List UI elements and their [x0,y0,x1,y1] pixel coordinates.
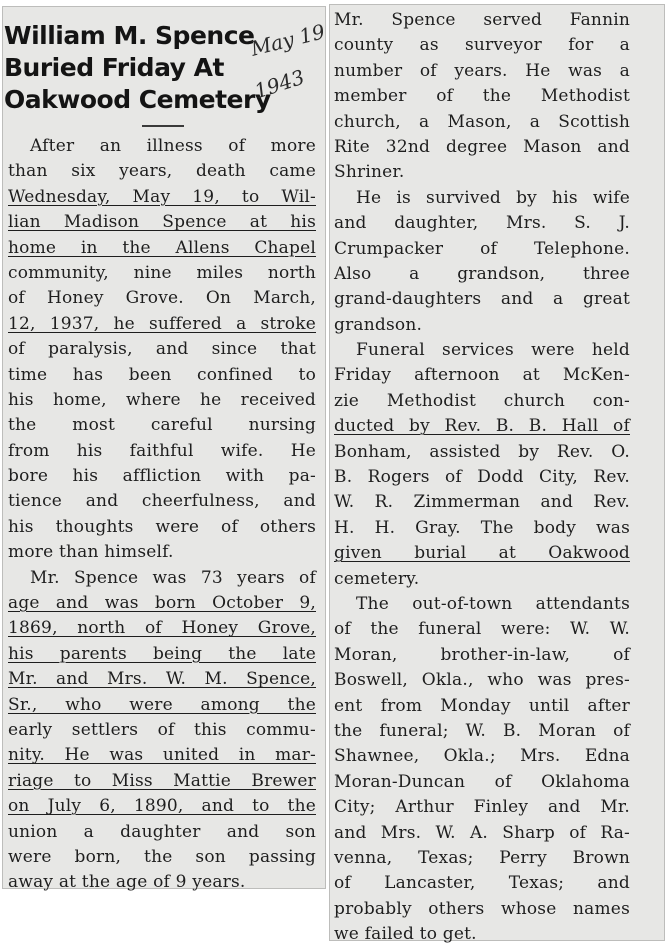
right-column-line: of Lancaster, Texas; and [334,873,630,894]
left-column-line: than six years, death came [8,161,316,182]
right-column-line: The out-of-town attendants [356,593,630,614]
right-column-text [334,8,630,947]
right-column-line: H. H. Gray. The body was [334,517,630,538]
left-column-text [8,134,316,896]
left-column-line: Wednesday, May 19, to Wil- [8,186,316,207]
right-column-line: Moran, brother-in-law, of [334,644,630,665]
right-column-line: the funeral; W. B. Moran of [334,720,630,741]
left-column-line: of Honey Grove. On March, [8,288,316,309]
right-column-line: of the funeral were: W. W. [334,619,630,640]
headline-divider [142,125,184,127]
right-column-line: county as surveyor for a [334,35,630,56]
left-column-line: riage to Miss Mattie Brewer [8,770,316,791]
right-column-line: City; Arthur Finley and Mr. [334,797,630,818]
left-column-line: lian Madison Spence at his [8,212,316,233]
left-column-line: time has been confined to [8,364,316,385]
left-column-line: his home, where he received [8,389,316,410]
left-column-line: Mr. and Mrs. W. M. Spence, [8,669,316,690]
left-column-line: home in the Allens Chapel [8,237,316,258]
right-column-line: Moran-Duncan of Oklahoma [334,771,630,792]
left-column-line: his parents being the late [8,643,316,664]
left-column-line: 12, 1937, he suffered a stroke [8,313,316,334]
left-column-line: away at the age of 9 years. [8,872,246,893]
left-column-line: his thoughts were of others [8,516,316,537]
right-column-line: given burial at Oakwood [334,543,630,564]
right-column-line: venna, Texas; Perry Brown [334,847,630,868]
right-column-line: member of the Methodist [334,86,630,107]
right-column-line: Mr. Spence served Fannin [334,10,630,30]
right-column-line: Rite 32nd degree Mason and [334,136,630,157]
right-column-line: B. Rogers of Dodd City, Rev. [334,467,630,488]
right-column-line: Also a grandson, three [334,263,630,284]
right-column-line: Shriner. [334,162,405,183]
handwritten-date: May 19 [248,19,328,61]
right-column-line: Crumpacker of Telephone. [334,238,630,259]
headline [4,20,274,116]
left-column-line: more than himself. [8,542,174,563]
left-column-line: After an illness of more [30,136,316,156]
left-column-line: were born, the son passing [8,846,316,867]
left-column-line: Sr., who were among the [8,694,316,715]
right-column-line: Funeral services were held [356,340,630,361]
right-column-line: Bonham, assisted by Rev. O. [334,441,630,462]
right-column-line: W. R. Zimmerman and Rev. [334,492,630,513]
left-column-line: of paralysis, and since that [8,339,316,360]
left-column-line: Mr. Spence was 73 years of [30,567,316,588]
left-column-line: 1869, north of Honey Grove, [8,618,316,639]
left-column-line: age and was born October 9, [8,593,316,614]
right-column-line: grandson. [334,314,423,335]
right-column-line: ent from Monday until after [334,695,630,716]
left-column-line: the most careful nursing [8,415,316,436]
right-column-line: we failed to get. [334,924,477,945]
left-column-line: tience and cheerfulness, and [8,491,316,512]
headline-line-1: William M. Spence [4,21,255,50]
right-column-line: grand-daughters and a great [334,289,630,310]
right-column-line: and Mrs. W. A. Sharp of Ra- [334,822,630,843]
headline-line-2: Buried Friday At [4,53,224,82]
right-column-line: probably others whose names [334,898,630,919]
left-column-line: nity. He was united in mar- [8,745,316,766]
right-column-line: ducted by Rev. B. B. Hall of [334,416,630,437]
right-column-line: Friday afternoon at McKen- [334,365,630,386]
left-column-line: union a daughter and son [8,821,316,842]
headline-line-3: Oakwood Cemetery [4,85,271,114]
handwritten-year: 1943 [251,64,308,104]
right-column-line: church, a Mason, a Scottish [334,111,630,132]
left-column-line: early settlers of this commu- [8,719,316,740]
left-column-line: from his faithful wife. He [8,440,316,461]
right-column-line: and daughter, Mrs. S. J. [334,213,630,234]
right-column-line: Boswell, Okla., who was pres- [334,670,630,691]
left-column-line: community, nine miles north [8,262,316,283]
right-column-line: number of years. He was a [334,60,630,81]
right-column-line: zie Methodist church con- [334,390,630,411]
right-column-line: He is survived by his wife [356,187,630,208]
left-column-line: bore his affliction with pa- [8,466,316,487]
right-column-line: Shawnee, Okla.; Mrs. Edna [334,746,630,767]
right-column-line: cemetery. [334,568,420,589]
left-column-line: on July 6, 1890, and to the [8,796,316,817]
